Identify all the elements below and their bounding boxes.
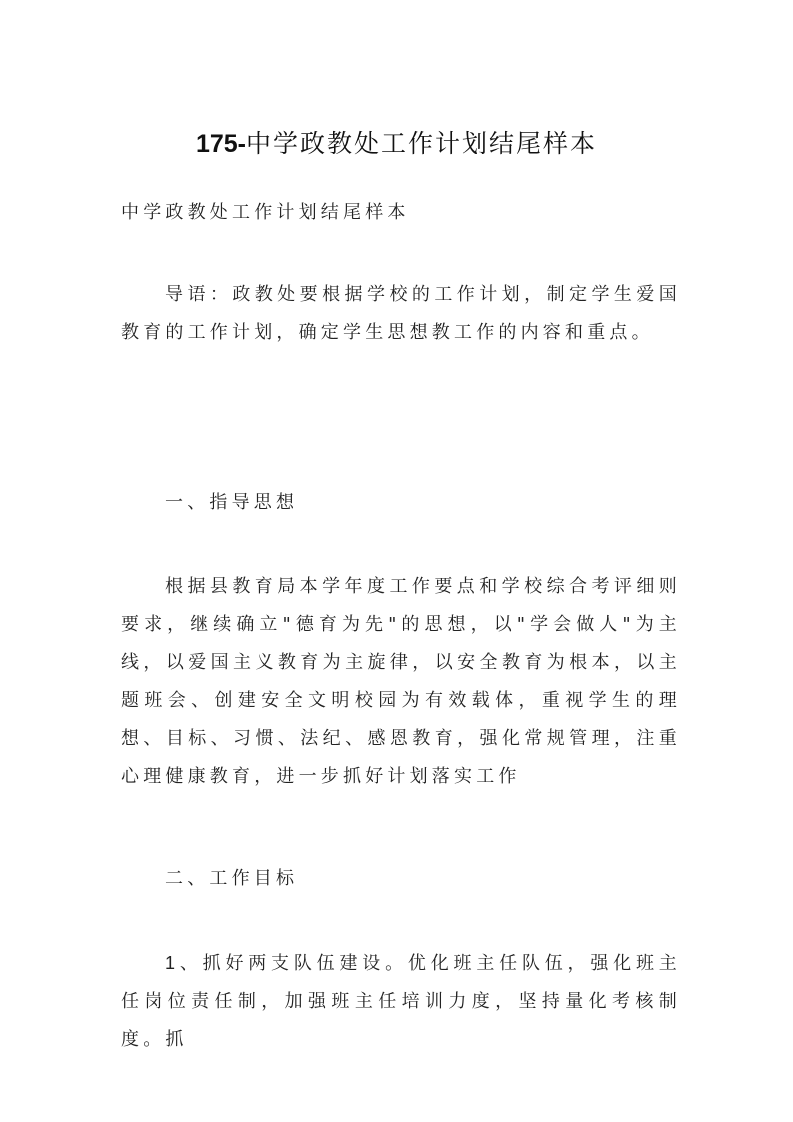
document-subtitle: 中学政教处工作计划结尾样本: [121, 202, 410, 223]
document-title: [0, 124, 793, 160]
section-heading-guiding-thought: 一、指导思想: [165, 492, 299, 513]
list-item-text: 、抓好两支队伍建设。优化班主任队伍，强化班主任岗位责任制，加强班主任培训力度，坚持量化考核制度。抓: [121, 953, 681, 1050]
intro-paragraph: 导语：政教处要根据学校的工作计划，制定学生爱国教育的工作计划，确定学生思想教工作的内容和重点。: [121, 284, 681, 343]
list-item-number: 1: [165, 953, 180, 973]
section-heading-work-goals: 二、工作目标: [165, 868, 299, 889]
title-text: 中学政教处工作计划结尾样本: [246, 129, 598, 158]
title-number: 175-: [195, 130, 247, 158]
list-item-1: [121, 944, 681, 1059]
section-body-guiding-thought: 根据县教育局本学年度工作要点和学校综合考评细则要求，继续确立"德育为先"的思想，以"学会做人"为主线，以爱国主义教育为主旋律，以安全教育为根本，以主题班会、创建安全文明校园为有效载体，重视学生的理想、目标、习惯、法纪、感恩教育，强化常规管理，注重心理健康教育，进一步抓好计划落实工作: [121, 576, 681, 787]
